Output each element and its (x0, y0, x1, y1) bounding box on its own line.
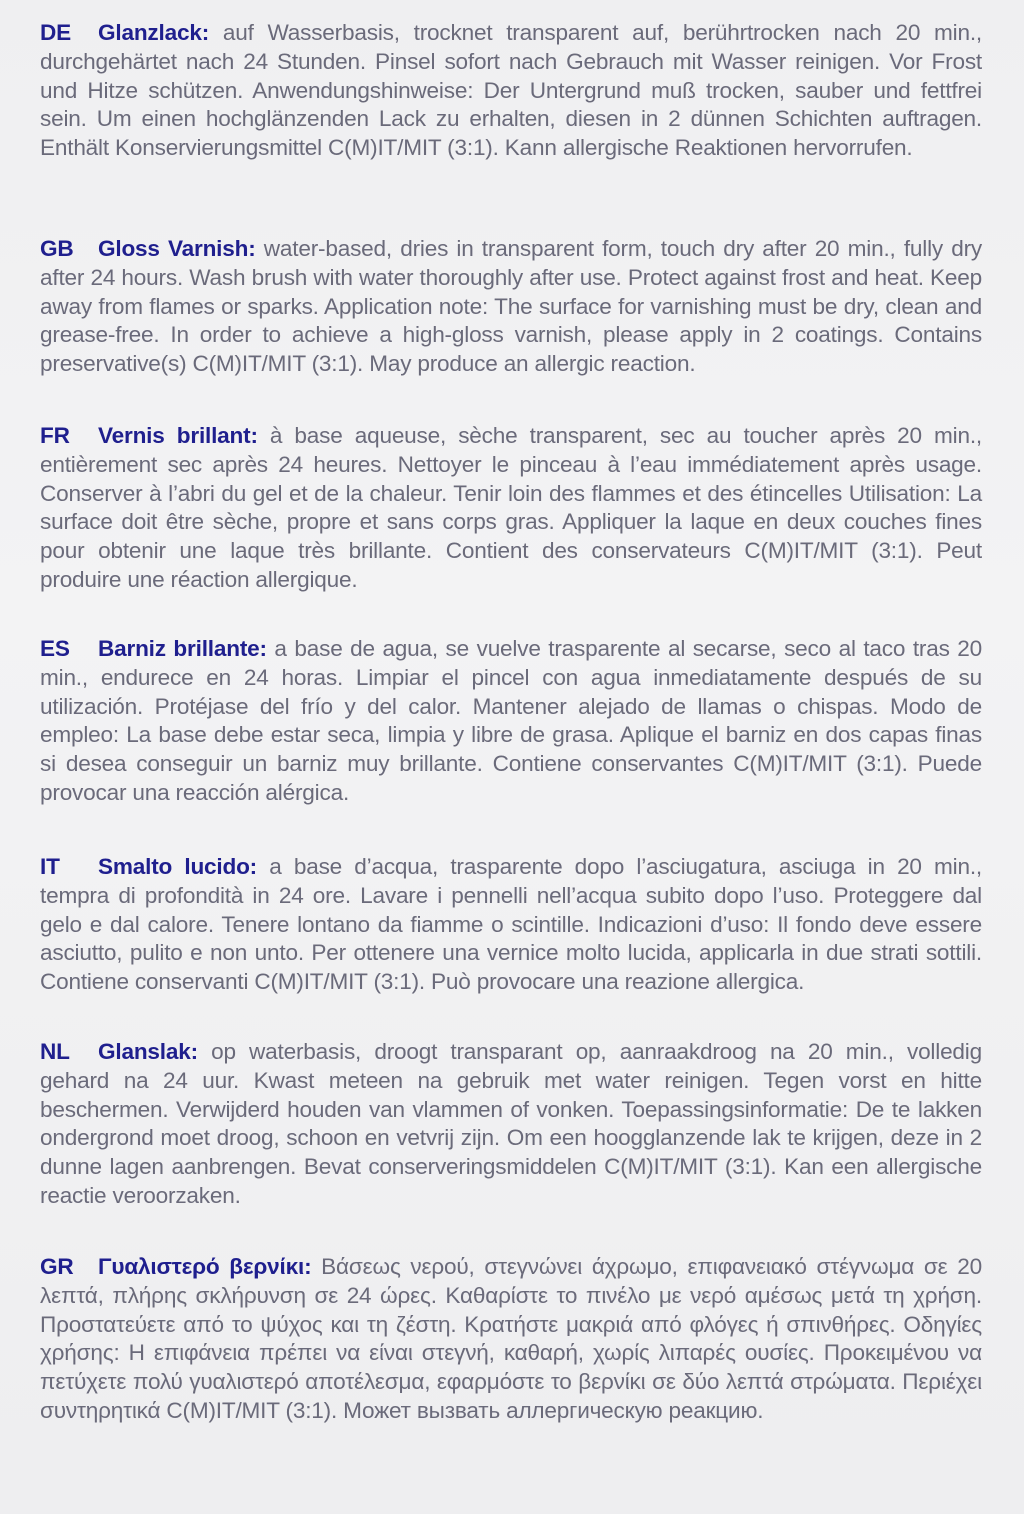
section-text: auf Wasserbasis, trocknet transparent auf, berührtrocken nach 20 min., durchgehärtet nach 24 Stunden. Pinsel sofort nach Gebrauch mit Wasser reinigen. Vor Frost und Hitze schützen. Anwendungshinweise: Der Untergrund muß trocken, sauber und fettfrei sein. Um einen hochglänzenden Lack zu erhalten, diesen in 2 dünnen Schichten auftragen. Enthält Konservierungsmittel C(M)IT/MIT (3:1). Kann allergische Reaktionen hervorrufen. (40, 20, 982, 161)
section-text: a base de agua, se vuelve trasparente al secarse, seco al taco tras 20 min., endurece en 24 horas. Limpiar el pincel con agua inmediatamente después de su utilización. Protéjase del frío y del calor. Mantener alejado de llamas o chispas. Modo de empleo: La base debe estar seca, limpia y libre de grasa. Aplique el barniz en dos capas finas si desea conseguir un barniz muy brillante. Contiene conservantes C(M)IT/MIT (3:1). Puede provocar una reacción alérgica. (40, 636, 982, 805)
product-title: Γυαλιστερό βερνίκι: (98, 1254, 312, 1279)
lang-code: ES (40, 636, 70, 661)
section-text: a base d’acqua, trasparente dopo l’asciugatura, asciuga in 20 min., tempra di profondità in 24 ore. Lavare i pennelli nell’acqua subito dopo l’uso. Proteggere dal gelo e dal calore. Tenere lontano da fiamme o scintille. Indicazioni d’uso: Il fondo deve essere asciutto, pulito e non unto. Per ottenere una vernice molto lucida, applicarla in due strati sottili. Contiene conservanti C(M)IT/MIT (3:1). Può provocare una reazione allergica. (40, 854, 982, 995)
product-title: Barniz brillante: (98, 636, 267, 661)
lang-code: DE (40, 20, 71, 45)
section-text: Βάσεως νερού, στεγνώνει άχρωμο, επιφανειακό στέγνωμα σε 20 λεπτά, πλήρης σκλήρυνση σε 24 ώρες. Καθαρίστε το πινέλο με νερό αμέσως μετά τη χρήση. Προστατεύετε από το ψύχος και τη ζέστη. Κρατήστε μακριά από φλόγες ή σπινθήρες. Οδηγίες χρήσης: Η επιφάνεια πρέπει να είναι στεγνή, καθαρή, χωρίς λιπαρές ουσίες. Προκειμένου να πετύχετε πολύ γυαλιστερό αποτέλεσμα, εφαρμόστε το βερνίκι σε δύο λεπτά στρώματα. Περιέχει συντηρητικά C(M)IT/MIT (3:1). Может вызвать аллергическую реакцию. (40, 1254, 982, 1423)
section-it (40, 853, 982, 997)
product-title: Gloss Varnish: (98, 236, 256, 261)
section-es (40, 635, 982, 808)
product-title: Vernis brillant: (98, 423, 258, 448)
section-text: op waterbasis, droogt transparant op, aanraakdroog na 20 min., volledig gehard na 24 uur. Kwast meteen na gebruik met water reinigen. Tegen vorst en hitte beschermen. Verwijderd houden van vlammen of vonken. Toepassingsinformatie: De te lakken ondergrond moet droog, schoon en vetvrij zijn. Om een hoogglanzende lak te krijgen, deze in 2 dunne lagen aanbrengen. Bevat conserveringsmiddelen C(M)IT/MIT (3:1). Kan een allergische reactie veroorzaken. (40, 1039, 982, 1208)
section-text: water-based, dries in transparent form, touch dry after 20 min., fully dry after 24 hours. Wash brush with water thoroughly after use. Protect against frost and heat. Keep away from flames or sparks. Application note: The surface for varnishing must be dry, clean and grease-free. In order to achieve a high-gloss varnish, please apply in 2 coatings. Contains preservative(s) C(M)IT/MIT (3:1). May produce an allergic reaction. (40, 236, 982, 377)
lang-code: GB (40, 236, 74, 261)
product-title: Glanzlack: (98, 20, 210, 45)
lang-code: IT (40, 854, 60, 879)
section-gr (40, 1253, 982, 1426)
lang-code: FR (40, 423, 70, 448)
section-fr (40, 422, 982, 595)
section-text: à base aqueuse, sèche transparent, sec au toucher après 20 min., entièrement sec après 24 heures. Nettoyer le pinceau à l’eau immédiatement après usage. Conserver à l’abri du gel et de la chaleur. Tenir loin des flammes et des étincelles Utilisation: La surface doit être sèche, propre et sans corps gras. Appliquer la laque en deux couches fines pour obtenir une laque très brillante. Contient des conservateurs C(M)IT/MIT (3:1). Peut produire une réaction allergique. (40, 423, 982, 592)
section-gb (40, 235, 982, 379)
product-title: Glanslak: (98, 1039, 198, 1064)
section-de (40, 19, 982, 163)
section-nl (40, 1038, 982, 1211)
product-title: Smalto lucido: (98, 854, 258, 879)
lang-code: GR (40, 1254, 74, 1279)
lang-code: NL (40, 1039, 70, 1064)
